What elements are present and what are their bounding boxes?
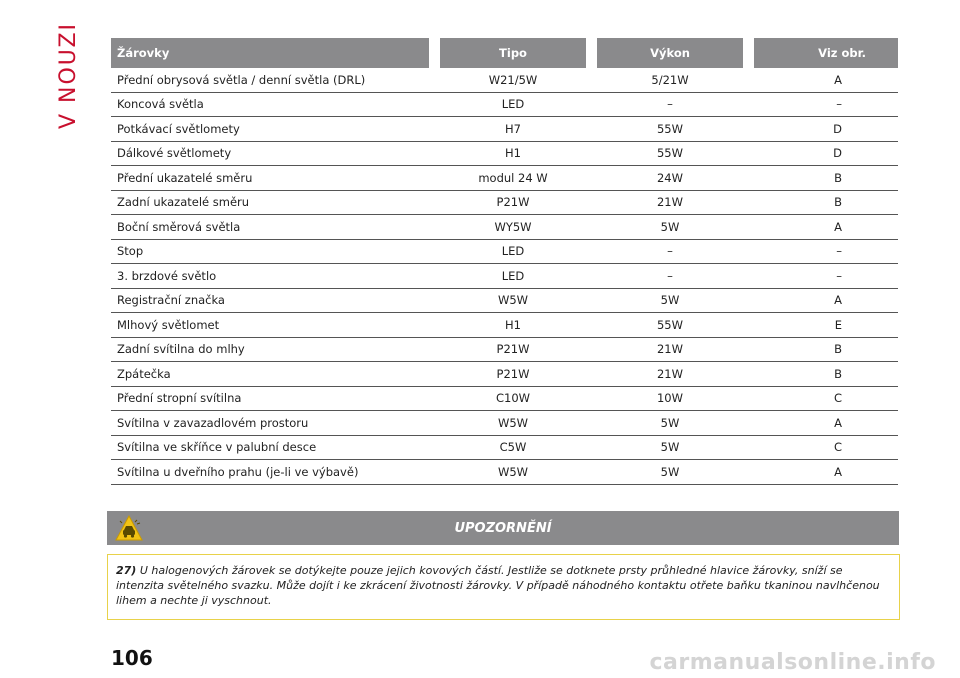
bulb-figure-cell: D <box>754 141 898 166</box>
table-row <box>111 141 898 166</box>
bulb-name-cell: Koncová světla <box>111 92 429 117</box>
header-gap <box>429 38 440 68</box>
table-row <box>111 362 898 387</box>
bulb-figure-cell: B <box>754 166 898 191</box>
cell-gap <box>429 141 440 166</box>
bulb-type-cell: H1 <box>440 141 586 166</box>
bulb-power-cell: 5W <box>597 288 743 313</box>
bulb-power-cell: 24W <box>597 166 743 191</box>
table-row <box>111 92 898 117</box>
bulb-figure-cell: A <box>754 215 898 240</box>
cell-gap <box>429 166 440 191</box>
cell-gap <box>429 435 440 460</box>
bulb-name-cell: Svítilna ve skříňce v palubní desce <box>111 435 429 460</box>
bulb-name-cell: Zadní ukazatelé směru <box>111 190 429 215</box>
bulb-type-cell: W5W <box>440 288 586 313</box>
cell-gap <box>743 215 754 240</box>
warning-title: UPOZORNĚNÍ <box>454 520 552 536</box>
bulb-power-cell: 55W <box>597 313 743 338</box>
bulb-name-cell: Dálkové světlomety <box>111 141 429 166</box>
bulb-power-cell: 5W <box>597 460 743 485</box>
cell-gap <box>429 190 440 215</box>
bulb-type-cell: modul 24 W <box>440 166 586 191</box>
cell-gap <box>743 435 754 460</box>
cell-gap <box>586 460 597 485</box>
bulb-table <box>111 38 898 485</box>
bulb-power-cell: 5W <box>597 435 743 460</box>
bulb-type-cell: H1 <box>440 313 586 338</box>
bulb-type-cell: LED <box>440 239 586 264</box>
cell-gap <box>429 68 440 92</box>
bulb-figure-cell: C <box>754 386 898 411</box>
header-figure: Viz obr. <box>754 38 898 68</box>
header-gap <box>586 38 597 68</box>
cell-gap <box>429 288 440 313</box>
bulb-name-cell: Stop <box>111 239 429 264</box>
cell-gap <box>586 215 597 240</box>
table-row <box>111 411 898 436</box>
cell-gap <box>429 460 440 485</box>
cell-gap <box>743 239 754 264</box>
bulb-power-cell: – <box>597 92 743 117</box>
table-row <box>111 435 898 460</box>
cell-gap <box>743 68 754 92</box>
bulb-type-cell: C10W <box>440 386 586 411</box>
cell-gap <box>429 313 440 338</box>
cell-gap <box>586 337 597 362</box>
bulb-type-cell: WY5W <box>440 215 586 240</box>
bulb-figure-cell: A <box>754 411 898 436</box>
bulb-figure-cell: B <box>754 362 898 387</box>
cell-gap <box>743 337 754 362</box>
bulb-power-cell: 55W <box>597 117 743 142</box>
header-power: Výkon <box>597 38 743 68</box>
cell-gap <box>586 386 597 411</box>
cell-gap <box>586 288 597 313</box>
bulb-power-cell: 21W <box>597 190 743 215</box>
header-gap <box>743 38 754 68</box>
bulb-type-cell: W5W <box>440 460 586 485</box>
bulb-name-cell: Registrační značka <box>111 288 429 313</box>
bulb-power-cell: 55W <box>597 141 743 166</box>
bulb-type-cell: P21W <box>440 362 586 387</box>
table-row <box>111 68 898 92</box>
watermark: carmanualsonline.info <box>649 650 936 675</box>
cell-gap <box>586 362 597 387</box>
section-tab <box>54 21 84 129</box>
table-row <box>111 166 898 191</box>
cell-gap <box>586 141 597 166</box>
bulb-name-cell: Boční směrová světla <box>111 215 429 240</box>
bulb-type-cell: LED <box>440 264 586 289</box>
bulb-figure-cell: B <box>754 190 898 215</box>
cell-gap <box>743 460 754 485</box>
bulb-power-cell: 21W <box>597 362 743 387</box>
bulb-name-cell: Svítilna u dveřního prahu (je-li ve výbavě) <box>111 460 429 485</box>
bulb-figure-cell: D <box>754 117 898 142</box>
cell-gap <box>429 411 440 436</box>
cell-gap <box>743 92 754 117</box>
bulb-name-cell: Přední stropní svítilna <box>111 386 429 411</box>
bulb-figure-cell: A <box>754 460 898 485</box>
bulb-power-cell: 5W <box>597 411 743 436</box>
bulb-name-cell: 3. brzdové světlo <box>111 264 429 289</box>
cell-gap <box>586 117 597 142</box>
header-bulbs: Žárovky <box>111 38 429 68</box>
table-row <box>111 264 898 289</box>
cell-gap <box>429 117 440 142</box>
cell-gap <box>586 68 597 92</box>
cell-gap <box>586 313 597 338</box>
table-row <box>111 190 898 215</box>
cell-gap <box>743 288 754 313</box>
bulb-figure-cell: – <box>754 264 898 289</box>
cell-gap <box>586 190 597 215</box>
warning-reference: 27) <box>116 564 137 577</box>
table-body <box>111 68 898 484</box>
bulb-figure-cell: – <box>754 239 898 264</box>
bulb-type-cell: P21W <box>440 190 586 215</box>
bulb-name-cell: Potkávací světlomety <box>111 117 429 142</box>
table-row <box>111 117 898 142</box>
bulb-name-cell: Zpátečka <box>111 362 429 387</box>
cell-gap <box>743 264 754 289</box>
cell-gap <box>586 92 597 117</box>
cell-gap <box>586 435 597 460</box>
cell-gap <box>429 264 440 289</box>
bulb-type-cell: LED <box>440 92 586 117</box>
bulb-name-cell: Mlhový světlomet <box>111 313 429 338</box>
warning-header <box>107 511 899 545</box>
cell-gap <box>743 313 754 338</box>
section-tab-label: V NOUZI <box>56 21 82 129</box>
bulb-figure-cell: E <box>754 313 898 338</box>
bulb-figure-cell: – <box>754 92 898 117</box>
bulb-name-cell: Přední obrysová světla / denní světla (DRL) <box>111 68 429 92</box>
table-header-row <box>111 38 898 68</box>
table-row <box>111 386 898 411</box>
bulb-type-cell: C5W <box>440 435 586 460</box>
cell-gap <box>743 411 754 436</box>
cell-gap <box>586 411 597 436</box>
table-row <box>111 460 898 485</box>
bulb-power-cell: 5W <box>597 215 743 240</box>
table-row <box>111 215 898 240</box>
bulb-figure-cell: A <box>754 68 898 92</box>
bulb-figure-cell: A <box>754 288 898 313</box>
bulb-power-cell: 5/21W <box>597 68 743 92</box>
bulb-type-cell: P21W <box>440 337 586 362</box>
cell-gap <box>743 117 754 142</box>
cell-gap <box>743 362 754 387</box>
cell-gap <box>586 166 597 191</box>
table-row <box>111 239 898 264</box>
car-warning-icon <box>115 514 143 542</box>
bulb-name-cell: Přední ukazatelé směru <box>111 166 429 191</box>
bulb-type-cell: W21/5W <box>440 68 586 92</box>
bulb-power-cell: – <box>597 264 743 289</box>
cell-gap <box>429 362 440 387</box>
cell-gap <box>429 239 440 264</box>
table-row <box>111 337 898 362</box>
bulb-type-cell: H7 <box>440 117 586 142</box>
cell-gap <box>743 166 754 191</box>
warning-text-box <box>107 554 900 620</box>
cell-gap <box>586 239 597 264</box>
cell-gap <box>429 337 440 362</box>
bulb-figure-cell: B <box>754 337 898 362</box>
header-type: Tipo <box>440 38 586 68</box>
cell-gap <box>429 386 440 411</box>
cell-gap <box>429 215 440 240</box>
page-number: 106 <box>111 646 153 670</box>
cell-gap <box>743 386 754 411</box>
bulb-name-cell: Zadní svítilna do mlhy <box>111 337 429 362</box>
bulb-power-cell: 21W <box>597 337 743 362</box>
warning-text: U halogenových žárovek se dotýkejte pouze jejich kovových částí. Jestliže se dotknete prsty průhledné hlavice žárovky, sníží se intenzita světelného svazku. Může dojít i ke zkrácení životnosti žárovky. V případě náhodného kontaktu otřete baňku tkaninou navlhčenou lihem a nechte ji vyschnout. <box>116 564 880 607</box>
cell-gap <box>743 141 754 166</box>
cell-gap <box>429 92 440 117</box>
bulb-figure-cell: C <box>754 435 898 460</box>
table-row <box>111 313 898 338</box>
bulb-power-cell: – <box>597 239 743 264</box>
bulb-type-cell: W5W <box>440 411 586 436</box>
cell-gap <box>743 190 754 215</box>
bulb-power-cell: 10W <box>597 386 743 411</box>
table-row <box>111 288 898 313</box>
cell-gap <box>586 264 597 289</box>
bulb-name-cell: Svítilna v zavazadlovém prostoru <box>111 411 429 436</box>
